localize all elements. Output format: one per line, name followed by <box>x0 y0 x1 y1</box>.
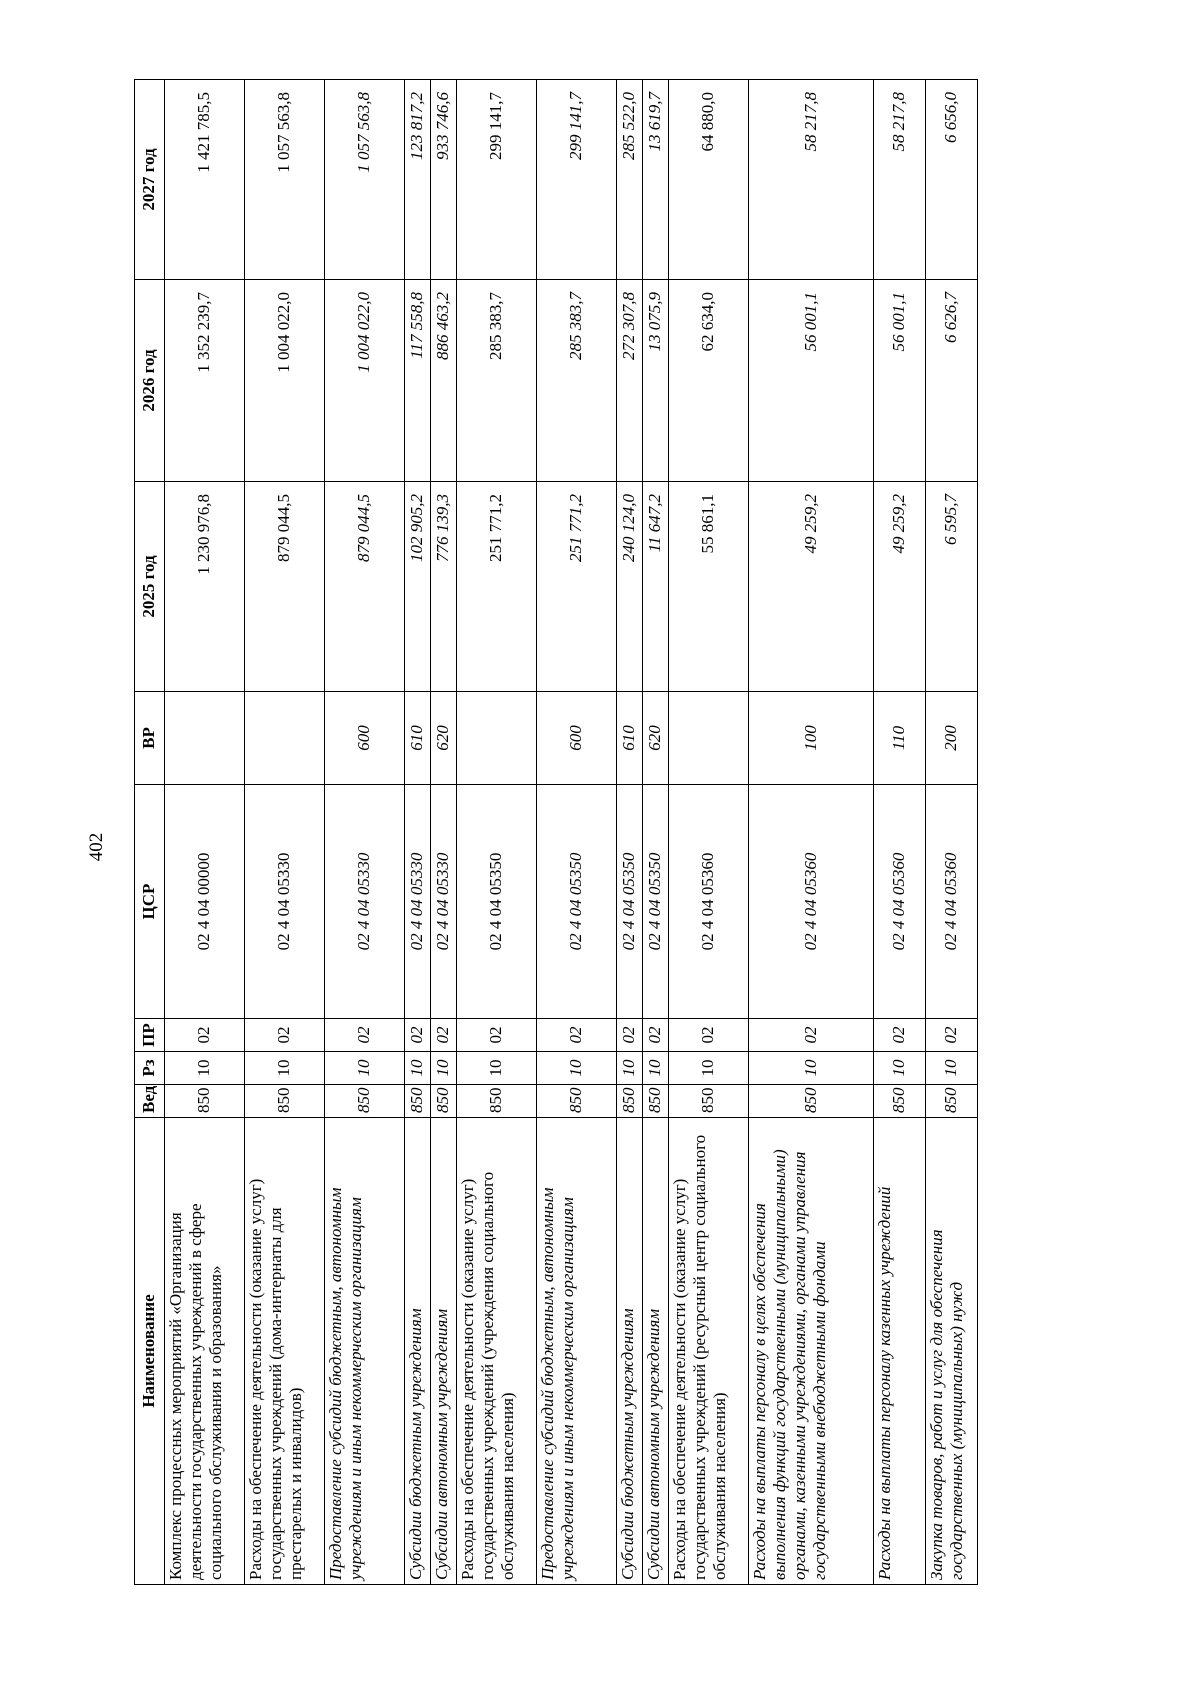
row-csr: 02 4 04 05350 <box>643 785 669 1019</box>
row-vr: 100 <box>749 692 874 785</box>
row-csr: 02 4 04 05330 <box>431 785 457 1019</box>
row-rz: 10 <box>926 1052 978 1085</box>
row-pr: 02 <box>325 1019 405 1052</box>
row-rz: 10 <box>874 1052 926 1085</box>
row-vr <box>245 692 325 785</box>
row-ved: 850 <box>749 1085 874 1118</box>
row-ved: 850 <box>245 1085 325 1118</box>
row-rz: 10 <box>431 1052 457 1085</box>
row-2027: 13 619,7 <box>643 80 669 280</box>
row-ved: 850 <box>165 1085 245 1118</box>
row-2027: 299 141,7 <box>457 80 537 280</box>
row-2025: 6 595,7 <box>926 482 978 692</box>
row-2026: 285 383,7 <box>537 280 617 482</box>
row-2027: 285 522,0 <box>617 80 643 280</box>
row-2026: 886 463,2 <box>431 280 457 482</box>
row-csr: 02 4 04 05350 <box>617 785 643 1019</box>
row-2027: 299 141,7 <box>537 80 617 280</box>
row-2025: 879 044,5 <box>325 482 405 692</box>
row-2027: 64 880,0 <box>669 80 749 280</box>
row-pr: 02 <box>926 1019 978 1052</box>
row-rz: 10 <box>537 1052 617 1085</box>
header-csr: ЦСР <box>135 785 165 1019</box>
row-vr: 610 <box>617 692 643 785</box>
row-2025: 240 124,0 <box>617 482 643 692</box>
row-rz: 10 <box>245 1052 325 1085</box>
row-2025: 55 861,1 <box>669 482 749 692</box>
row-pr: 02 <box>405 1019 431 1052</box>
row-rz: 10 <box>165 1052 245 1085</box>
row-ved: 850 <box>431 1085 457 1118</box>
row-vr: 200 <box>926 692 978 785</box>
header-ved: Вед <box>135 1085 165 1118</box>
row-name: Расходы на обеспечение деятельности (оказание услуг) государственных учреждений (дома-интернаты для престарелых и инвалидов) <box>245 1118 325 1585</box>
table-row <box>245 80 325 1585</box>
row-2026: 285 383,7 <box>457 280 537 482</box>
row-rz: 10 <box>749 1052 874 1085</box>
row-name: Комплекс процессных мероприятий «Организация деятельности государственных учреждений в сфере социального обслуживания и образования» <box>165 1118 245 1585</box>
row-2027: 6 656,0 <box>926 80 978 280</box>
row-2025: 251 771,2 <box>537 482 617 692</box>
header-name: Наименование <box>135 1118 165 1585</box>
row-2025: 1 230 976,8 <box>165 482 245 692</box>
row-csr: 02 4 04 05330 <box>405 785 431 1019</box>
header-2027: 2027 год <box>135 80 165 280</box>
row-rz: 10 <box>643 1052 669 1085</box>
row-2025: 879 044,5 <box>245 482 325 692</box>
row-2026: 13 075,9 <box>643 280 669 482</box>
row-2025: 11 647,2 <box>643 482 669 692</box>
row-vr: 600 <box>325 692 405 785</box>
row-name: Предоставление субсидий бюджетным, автономным учреждениям и иным некоммерческим организациям <box>325 1118 405 1585</box>
table-row <box>643 80 669 1585</box>
row-ved: 850 <box>874 1085 926 1118</box>
page-number: 402 <box>86 832 107 862</box>
row-ved: 850 <box>926 1085 978 1118</box>
row-ved: 850 <box>325 1085 405 1118</box>
table-row <box>874 80 926 1585</box>
row-pr: 02 <box>643 1019 669 1052</box>
row-2026: 62 634,0 <box>669 280 749 482</box>
row-ved: 850 <box>457 1085 537 1118</box>
row-2026: 1 004 022,0 <box>325 280 405 482</box>
row-pr: 02 <box>537 1019 617 1052</box>
row-rz: 10 <box>617 1052 643 1085</box>
row-2027: 123 817,2 <box>405 80 431 280</box>
header-pr: ПР <box>135 1019 165 1052</box>
row-name: Субсидии автономным учреждениям <box>643 1118 669 1585</box>
row-vr: 620 <box>431 692 457 785</box>
row-vr <box>669 692 749 785</box>
row-2027: 933 746,6 <box>431 80 457 280</box>
header-2026: 2026 год <box>135 280 165 482</box>
table-row <box>457 80 537 1585</box>
table-row <box>325 80 405 1585</box>
row-2027: 1 057 563,8 <box>245 80 325 280</box>
row-csr: 02 4 04 05360 <box>749 785 874 1019</box>
row-pr: 02 <box>749 1019 874 1052</box>
row-csr: 02 4 04 05330 <box>245 785 325 1019</box>
row-2025: 49 259,2 <box>874 482 926 692</box>
row-csr: 02 4 04 05360 <box>874 785 926 1019</box>
row-vr: 620 <box>643 692 669 785</box>
row-pr: 02 <box>874 1019 926 1052</box>
row-name: Расходы на выплаты персоналу казенных учреждений <box>874 1118 926 1585</box>
row-csr: 02 4 04 05350 <box>537 785 617 1019</box>
row-name: Закупка товаров, работ и услуг для обеспечения государственных (муниципальных) нужд <box>926 1118 978 1585</box>
row-csr: 02 4 04 05360 <box>669 785 749 1019</box>
table-row <box>749 80 874 1585</box>
header-row <box>135 80 165 1585</box>
table-row <box>617 80 643 1585</box>
row-vr: 110 <box>874 692 926 785</box>
row-rz: 10 <box>405 1052 431 1085</box>
table-row <box>165 80 245 1585</box>
row-rz: 10 <box>457 1052 537 1085</box>
row-2025: 102 905,2 <box>405 482 431 692</box>
row-csr: 02 4 04 05330 <box>325 785 405 1019</box>
table-row <box>669 80 749 1585</box>
row-pr: 02 <box>245 1019 325 1052</box>
row-rz: 10 <box>669 1052 749 1085</box>
row-vr: 610 <box>405 692 431 785</box>
row-csr: 02 4 04 05350 <box>457 785 537 1019</box>
table-row <box>926 80 978 1585</box>
row-name: Предоставление субсидий бюджетным, автономным учреждениям и иным некоммерческим организациям <box>537 1118 617 1585</box>
row-name: Расходы на выплаты персоналу в целях обеспечения выполнения функций государственными (муниципальными) органами, казенными учреждениями, органами управления государственными внебюджетными фондами <box>749 1118 874 1585</box>
header-2025: 2025 год <box>135 482 165 692</box>
row-ved: 850 <box>537 1085 617 1118</box>
header-vr: ВР <box>135 692 165 785</box>
row-name: Субсидии автономным учреждениям <box>431 1118 457 1585</box>
table-row <box>537 80 617 1585</box>
row-pr: 02 <box>431 1019 457 1052</box>
row-2026: 117 558,8 <box>405 280 431 482</box>
rotated-table-container <box>134 80 967 1585</box>
row-2027: 58 217,8 <box>749 80 874 280</box>
row-name: Расходы на обеспечение деятельности (оказание услуг) государственных учреждений (ресурсный центр социального обслуживания населения) <box>669 1118 749 1585</box>
table-row <box>431 80 457 1585</box>
budget-table <box>134 79 978 1585</box>
row-ved: 850 <box>643 1085 669 1118</box>
row-name: Расходы на обеспечение деятельности (оказание услуг) государственных учреждений (учреждения социального обслуживания населения) <box>457 1118 537 1585</box>
row-2026: 56 001,1 <box>874 280 926 482</box>
row-2026: 1 352 239,7 <box>165 280 245 482</box>
row-2027: 1 057 563,8 <box>325 80 405 280</box>
row-2027: 1 421 785,5 <box>165 80 245 280</box>
row-pr: 02 <box>457 1019 537 1052</box>
row-vr: 600 <box>537 692 617 785</box>
row-name: Субсидии бюджетным учреждениям <box>617 1118 643 1585</box>
row-csr: 02 4 04 00000 <box>165 785 245 1019</box>
row-pr: 02 <box>669 1019 749 1052</box>
row-name: Субсидии бюджетным учреждениям <box>405 1118 431 1585</box>
row-2025: 776 139,3 <box>431 482 457 692</box>
row-2025: 251 771,2 <box>457 482 537 692</box>
row-pr: 02 <box>165 1019 245 1052</box>
row-2026: 272 307,8 <box>617 280 643 482</box>
row-2026: 1 004 022,0 <box>245 280 325 482</box>
row-ved: 850 <box>405 1085 431 1118</box>
row-2026: 56 001,1 <box>749 280 874 482</box>
header-rz: Рз <box>135 1052 165 1085</box>
table-row <box>405 80 431 1585</box>
row-2025: 49 259,2 <box>749 482 874 692</box>
row-ved: 850 <box>669 1085 749 1118</box>
row-rz: 10 <box>325 1052 405 1085</box>
row-2026: 6 626,7 <box>926 280 978 482</box>
row-csr: 02 4 04 05360 <box>926 785 978 1019</box>
row-vr <box>165 692 245 785</box>
row-vr <box>457 692 537 785</box>
row-pr: 02 <box>617 1019 643 1052</box>
row-2027: 58 217,8 <box>874 80 926 280</box>
row-ved: 850 <box>617 1085 643 1118</box>
